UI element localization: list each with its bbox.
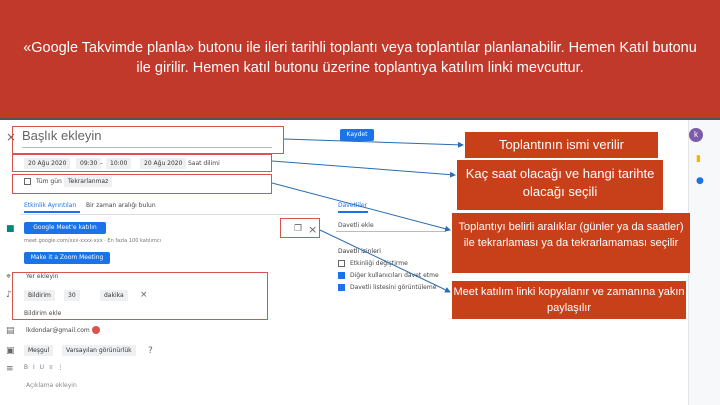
arrow-title xyxy=(284,139,463,145)
perm-see-label: Davetli listesini görüntüleme xyxy=(350,284,437,291)
copy-link-icon[interactable]: ❐ xyxy=(294,224,303,234)
repeat-dropdown[interactable]: Tekrarlanmaz xyxy=(64,176,112,187)
location-icon: ⌖ xyxy=(6,272,12,282)
event-title-input[interactable]: Başlık ekleyin xyxy=(22,128,272,148)
start-date-field[interactable]: 20 Ağu 2020 xyxy=(24,158,70,169)
visibility-dropdown[interactable]: Varsayılan görünürlük xyxy=(62,345,136,356)
text-format-toolbar[interactable]: B I U ≡ ⋮ xyxy=(24,365,64,371)
zoom-meeting-button[interactable]: Make it a Zoom Meeting xyxy=(24,252,110,264)
notification-unit-dropdown[interactable]: dakika xyxy=(100,290,128,301)
add-notification-link[interactable]: Bildirim ekle xyxy=(24,310,62,317)
keep-icon[interactable]: ▮ xyxy=(696,154,701,164)
busy-status-dropdown[interactable]: Meşgul xyxy=(24,345,53,356)
end-time-field[interactable]: 10:00 xyxy=(106,158,131,169)
briefcase-icon: ▣ xyxy=(6,346,15,356)
description-input[interactable]: Açıklama ekleyin xyxy=(26,382,77,389)
all-day-label: Tüm gün xyxy=(36,178,62,185)
meet-icon: ■ xyxy=(6,224,15,234)
guest-permissions-title: Davetli izinleri xyxy=(338,248,381,255)
tasks-icon[interactable]: ● xyxy=(696,176,704,186)
guest-input-placeholder: Davetli ekle xyxy=(338,222,374,229)
organizer-email: lkdondar@gmail.com xyxy=(26,327,90,334)
help-icon[interactable]: ? xyxy=(148,346,153,356)
arrow-repeat xyxy=(272,183,450,230)
location-input[interactable]: Yer ekleyin xyxy=(26,273,59,280)
end-date-field[interactable]: 20 Ağu 2020 xyxy=(140,158,186,169)
perm-invite-label: Diğer kullanıcıları davet etme xyxy=(350,272,439,279)
tab-event-details[interactable]: Etkinlik Ayrıntıları xyxy=(24,202,77,209)
bell-icon: ♪ xyxy=(6,290,12,300)
save-button[interactable]: Kaydet xyxy=(340,129,374,141)
remove-notification-icon[interactable]: × xyxy=(140,290,148,300)
callout-title: Toplantının ismi verilir xyxy=(465,132,658,158)
time-separator: – xyxy=(100,160,103,167)
tab-guests[interactable]: Davetliler xyxy=(338,202,368,209)
meet-link-text: meet.google.com/xxx-xxxx-xxx · En fazla 100 katılımcı xyxy=(24,238,161,244)
arrow-duration xyxy=(272,161,455,175)
notification-type-dropdown[interactable]: Bildirim xyxy=(24,290,55,301)
notification-value-input[interactable]: 30 xyxy=(64,290,80,301)
perm-modify-label: Etkinliği değiştirme xyxy=(350,260,408,267)
tab-find-time[interactable]: Bir zaman aralığı bulun xyxy=(86,202,156,209)
description-icon: ≡ xyxy=(6,364,14,374)
timezone-link[interactable]: Saat dilimi xyxy=(188,160,220,167)
calendar-icon: ▤ xyxy=(6,326,15,336)
callout-repeat: Toplantıyı belirli aralıklar (günler ya da saatler) ile tekrarlaması ya da tekrarlamaması seçilir xyxy=(452,213,690,273)
arrow-link xyxy=(320,230,450,292)
instruction-banner: «Google Takvimde planla» butonu ile ileri tarihli toplantı veya toplantılar planlanabilir. Hemen Katıl butonu ile girilir. Hemen katıl butonu üzerine toplantıya katılım linki mevcuttur. xyxy=(0,0,720,118)
start-time-field[interactable]: 09:30 xyxy=(76,158,101,169)
join-meet-button[interactable]: Google Meet'e katılın xyxy=(24,222,106,234)
account-avatar[interactable]: k xyxy=(689,128,703,142)
close-icon[interactable]: × xyxy=(6,130,17,144)
remove-meet-icon[interactable]: × xyxy=(308,223,318,236)
callout-link: Meet katılım linki kopyalanır ve zamanına yakın paylaşılır xyxy=(452,281,686,319)
callout-duration: Kaç saat olacağı ve hangi tarihte olacağı seçili xyxy=(457,160,663,210)
